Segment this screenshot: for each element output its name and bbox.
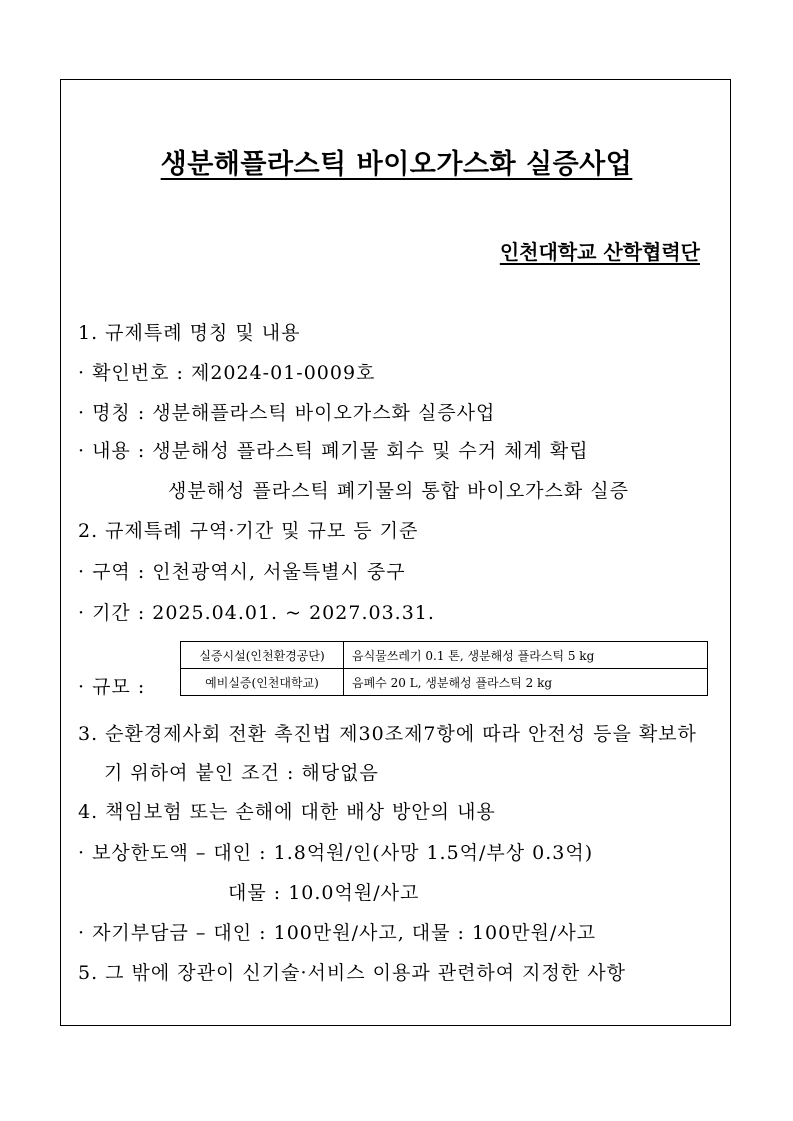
content-line-2: 생분해성 플라스틱 폐기물의 통합 바이오가스화 실증: [168, 480, 629, 502]
scale-detail: 음식물쓰레기 0.1 톤, 생분해성 플라스틱 5 kg: [344, 642, 708, 669]
organization-name: 인천대학교 산학협력단: [499, 240, 700, 264]
program-name: · 명칭 : 생분해플라스틱 바이오가스화 실증사업: [78, 402, 496, 424]
deductible: · 자기부담금 – 대인 : 100만원/사고, 대물 : 100만원/사고: [78, 922, 597, 944]
area: · 구역 : 인천광역시, 서울특별시 중구: [78, 561, 406, 583]
scale-label: · 규모 :: [78, 676, 146, 698]
compensation-line-2: 대물 : 10.0억원/사고: [228, 882, 420, 904]
scale-facility: 실증시설(인천환경공단): [181, 642, 344, 669]
period: · 기간 : 2025.04.01. ~ 2027.03.31.: [78, 602, 435, 624]
confirm-number: · 확인번호 : 제2024-01-0009호: [78, 362, 376, 384]
section3-line-1: 3. 순환경제사회 전환 촉진법 제30조제7항에 따라 안전성 등을 확보하: [78, 723, 697, 745]
section4-heading: 4. 책임보험 또는 손해에 대한 배상 방안의 내용: [78, 801, 496, 823]
section3-line-2: 기 위하여 붙인 조건 : 해당없음: [104, 762, 379, 784]
section1-heading: 1. 규제특례 명칭 및 내용: [78, 322, 301, 344]
section2-heading: 2. 규제특례 구역·기간 및 규모 등 기준: [78, 520, 419, 542]
scale-facility: 예비실증(인천대학교): [181, 669, 344, 696]
table-row: [181, 669, 708, 696]
compensation-line-1: · 보상한도액 – 대인 : 1.8억원/인(사망 1.5억/부상 0.3억): [78, 842, 594, 864]
scale-table: [180, 641, 708, 696]
table-row: [181, 642, 708, 669]
content-line-1: · 내용 : 생분해성 플라스틱 폐기물 회수 및 수거 체계 확립: [78, 440, 589, 462]
section5-heading: 5. 그 밖에 장관이 신기술·서비스 이용과 관련하여 지정한 사항: [78, 962, 626, 984]
scale-detail: 음폐수 20 L, 생분해성 플라스틱 2 kg: [344, 669, 708, 696]
document-title: 생분해플라스틱 바이오가스화 실증사업: [160, 149, 633, 180]
